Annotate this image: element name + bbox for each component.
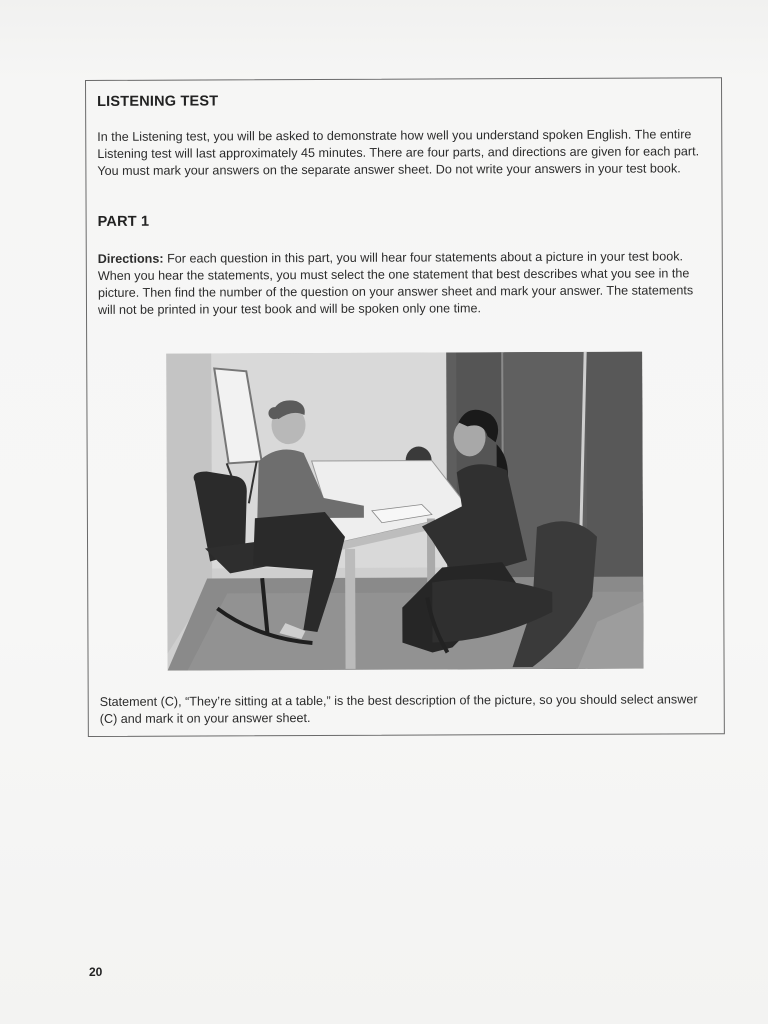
two-women-at-table-photo (166, 352, 643, 671)
directions-label: Directions: (97, 251, 164, 266)
example-photograph (166, 352, 643, 671)
listening-test-frame (85, 77, 725, 737)
page-number: 20 (89, 965, 103, 979)
part-1-title: PART 1 (97, 213, 150, 230)
listening-test-intro: In the Listening test, you will be asked to demonstrate how well you understand spoken English. The entire Listening test will last approximately 45 minutes. There are four parts, and directions are given for each part. You must mark your answers on the separate answer sheet. Do not write your answers in your test book. (97, 127, 700, 178)
part-1-directions (98, 248, 708, 319)
listening-test-title: LISTENING TEST (97, 93, 219, 110)
directions-text: For each question in this part, you will hear four statements about a picture in your test book. When you hear the statements, you must select the one statement that best describes what you see in the picture. Then find the number of the question on your answer sheet and mark your answer. The statements will not be printed in your test book and will be spoken only one time. (97, 249, 694, 317)
example-statement: Statement (C), “They’re sitting at a table,” is the best description of the picture, so you should select answer (C) and mark it on your answer sheet. (99, 692, 698, 726)
